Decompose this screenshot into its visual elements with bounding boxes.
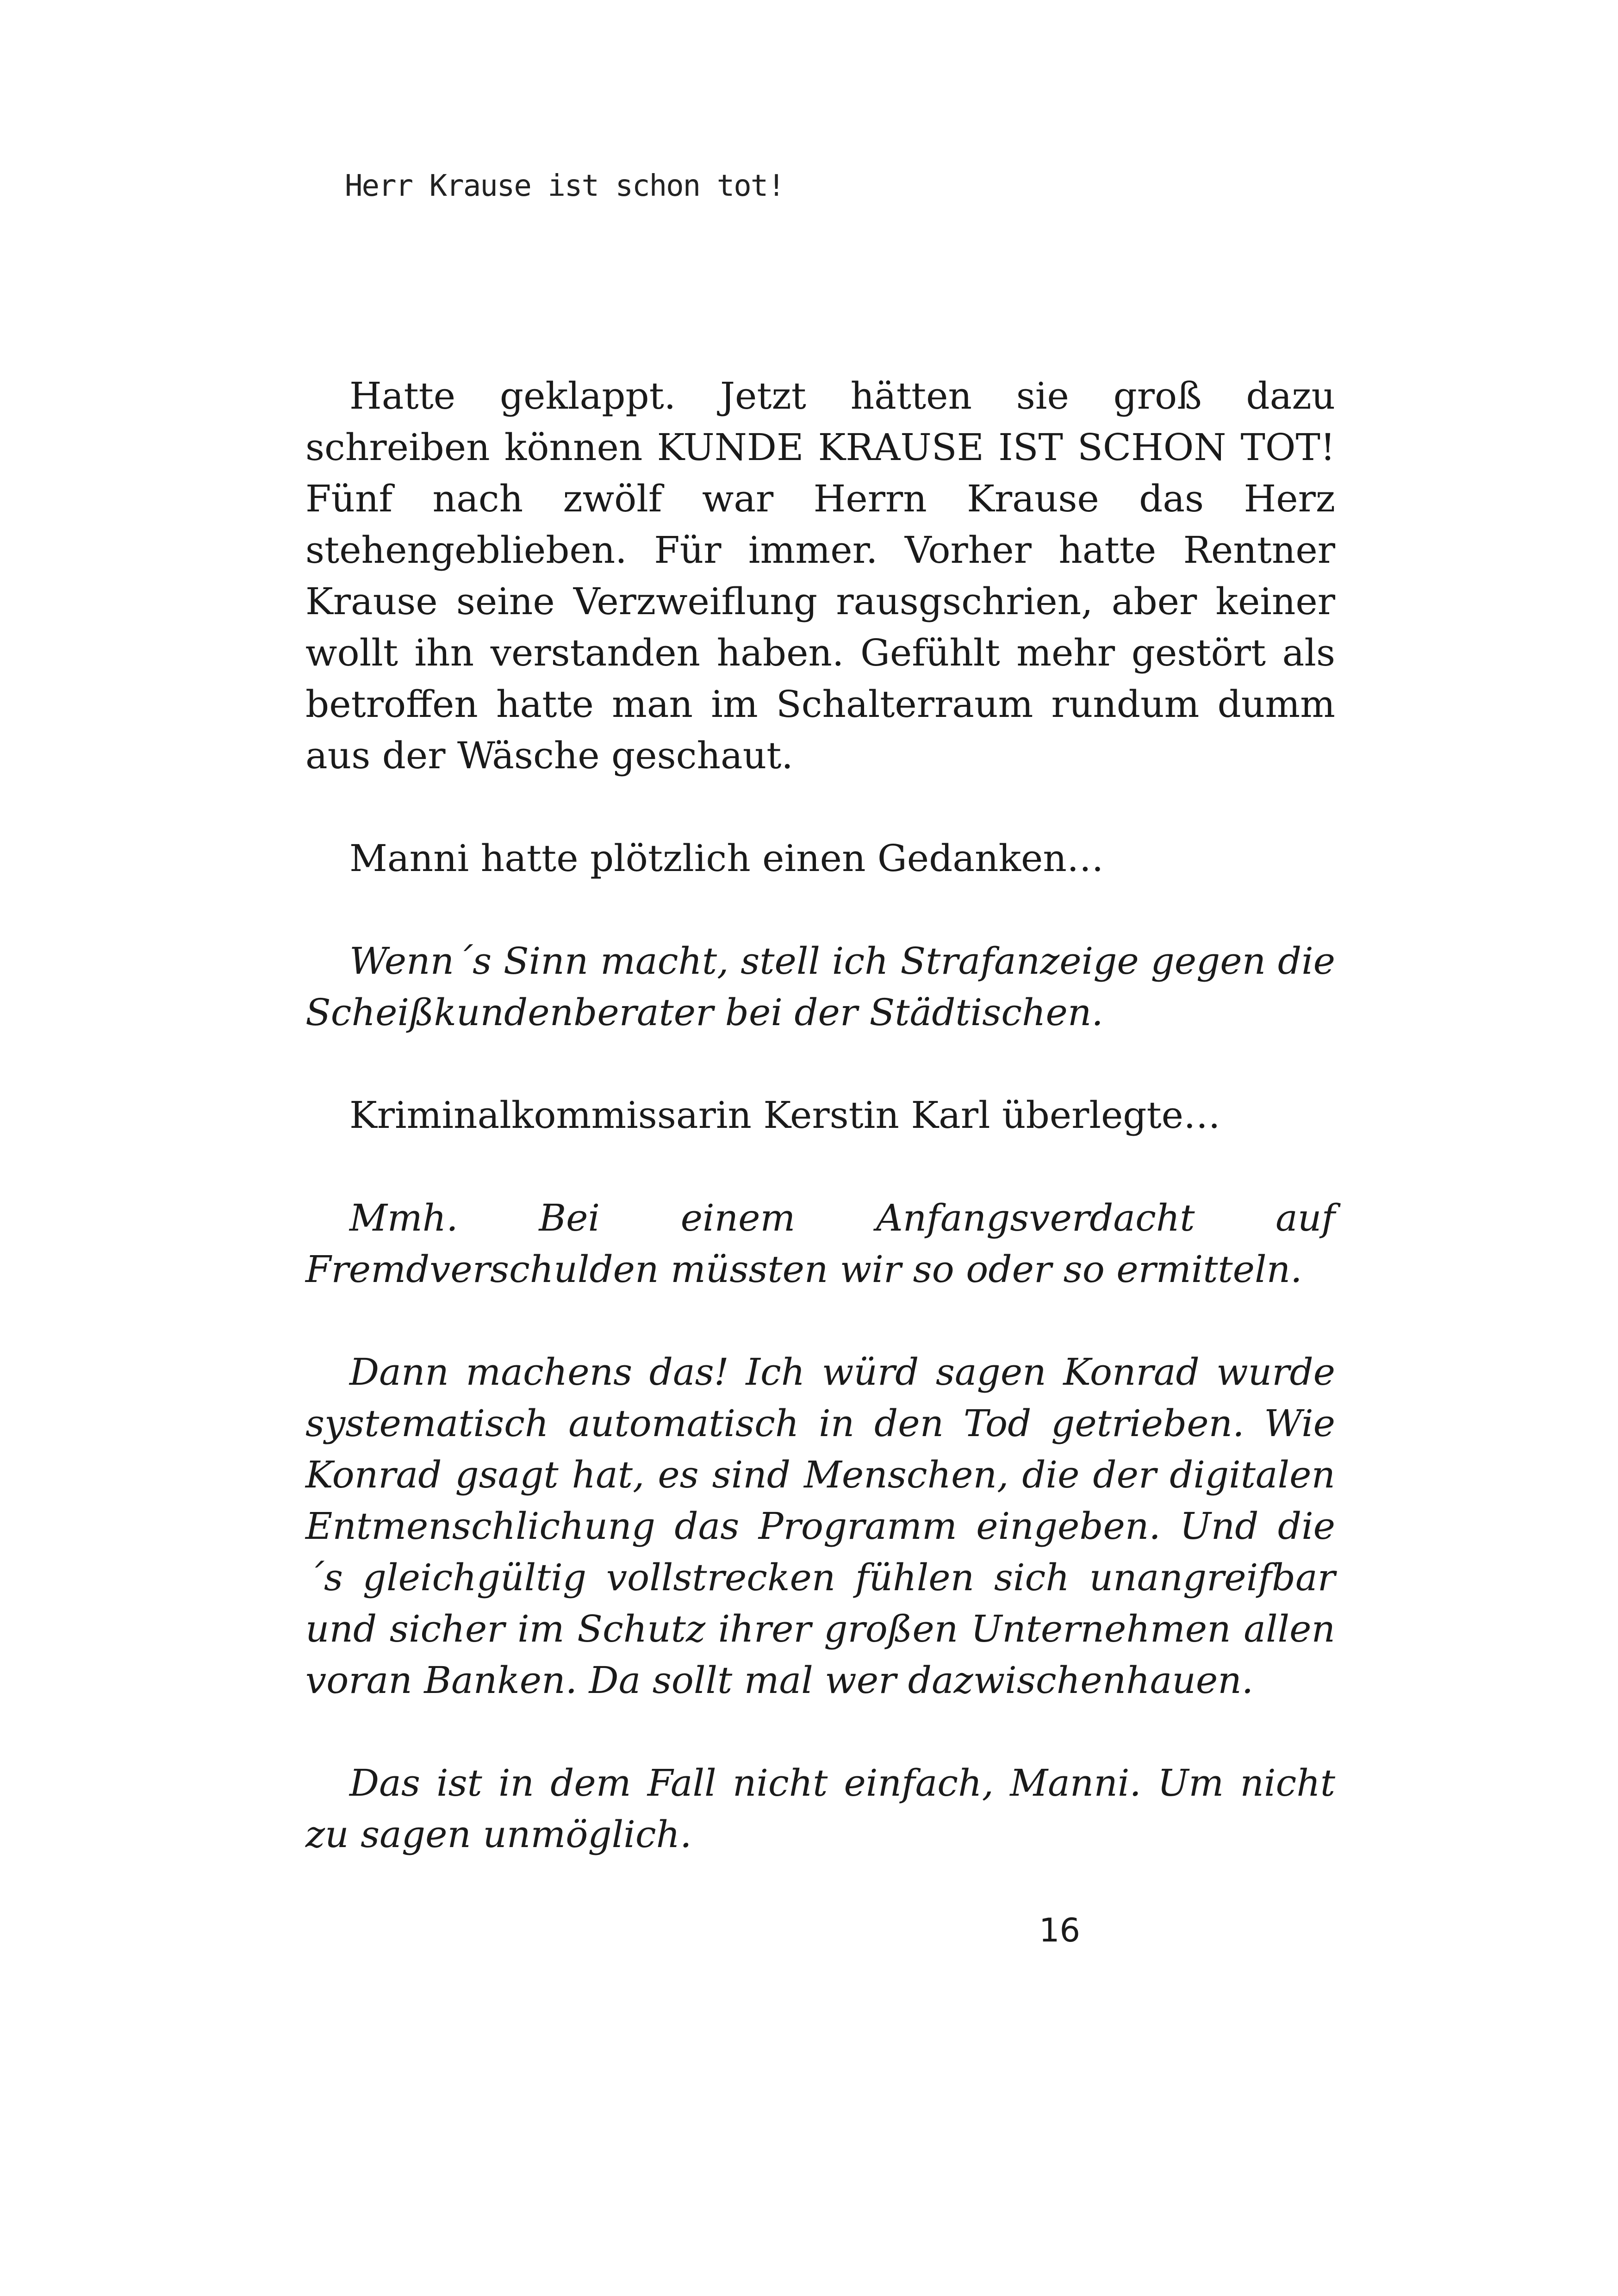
paragraph-dialogue: Dann machens das! Ich würd sagen Konrad wurde systematisch automatisch in den Tod getrieben. Wie Konrad gsagt hat, es sind Menschen, die der digitalen Entmenschlichung das Programm eingeben. Und die´s gleichgültig vollstrecken fühlen sich unangreifbar und sicher im Schutz ihrer großen Unternehmen allen voran Banken. Da sollt mal wer dazwischenhauen. xyxy=(305,1350,1335,1702)
paragraph: Hatte geklappt. Jetzt hätten sie groß dazu schreiben können KUNDE KRAUSE IST SCHON TOT! Fünf nach zwölf war Herrn Krause das Herz stehengeblieben. Für immer. Vorher hatte Rentner Krause seine Verzweiflung rausgschrien, aber keiner wollt ihn verstanden haben. Gefühlt mehr gestört als betroffen hatte man im Schalterraum rundum dumm aus der Wäsche geschaut. xyxy=(305,374,1335,777)
paragraph-dialogue: Das ist in dem Fall nicht einfach, Manni. Um nicht zu sagen unmöglich. xyxy=(305,1761,1335,1856)
running-header: Herr Krause ist schon tot! xyxy=(345,169,784,203)
paragraph: Kriminalkommissarin Kerstin Karl überlegte… xyxy=(349,1094,1220,1137)
body-text xyxy=(305,370,1335,1911)
page-number: 16 xyxy=(1039,1911,1081,1949)
paragraph-dialogue: Mmh. Bei einem Anfangsverdacht auf Fremdverschulden müssten wir so oder so ermitteln. xyxy=(305,1196,1335,1291)
paragraph-dialogue: Wenn´s Sinn macht, stell ich Strafanzeige gegen die Scheißkundenberater bei der Städtischen. xyxy=(305,940,1335,1034)
paragraph: Manni hatte plötzlich einen Gedanken… xyxy=(349,837,1104,880)
